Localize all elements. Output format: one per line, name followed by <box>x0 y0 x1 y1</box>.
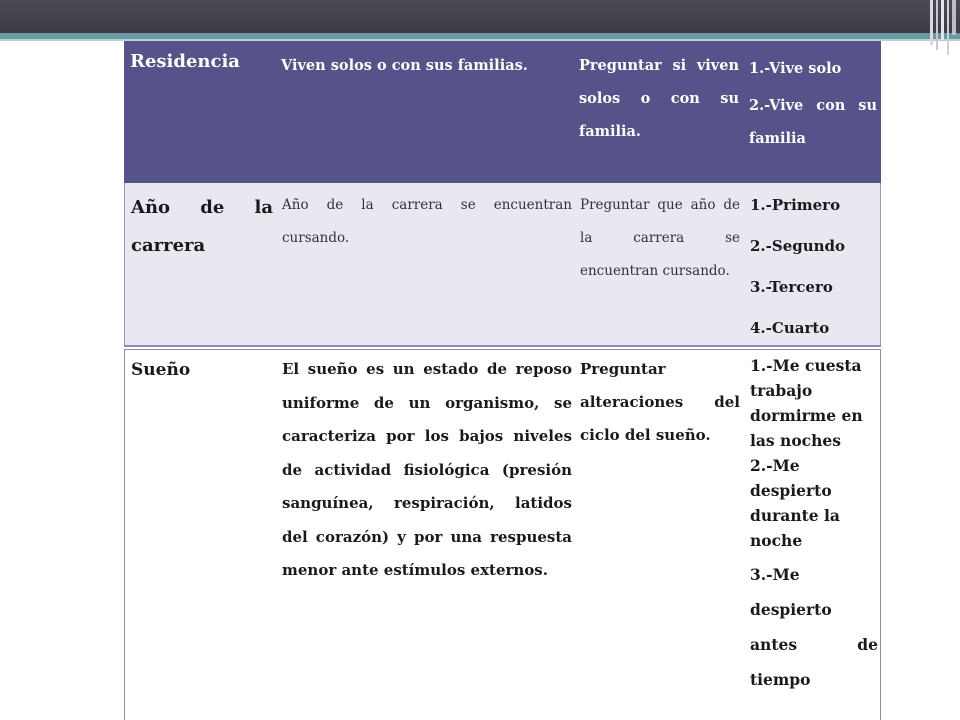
option-item: 2.-Segundo <box>750 237 846 255</box>
options-cell <box>750 353 878 697</box>
option-item: 1.-Primero <box>750 196 841 214</box>
option-item: 1.-Me cuesta trabajo dormirme en las noches <box>750 356 863 450</box>
question-cell: Preguntar si viven solos o con su familia. <box>579 57 739 140</box>
options-cell <box>750 185 878 349</box>
variable-cell: Sueño <box>131 360 191 380</box>
definition-cell: Viven solos o con sus familias. <box>281 57 528 74</box>
variable-cell: Residencia <box>130 51 240 72</box>
option-item: 1.-Vive solo <box>749 60 842 77</box>
table-row-sueno <box>124 350 881 720</box>
corner-decoration <box>920 0 960 60</box>
variable-cell: Año de la carrera <box>131 197 273 256</box>
option-item: 2.-Me despierto durante la noche <box>750 456 840 550</box>
slide-top-bar <box>0 0 960 33</box>
question-cell: Preguntar que año de la carrera se encuentran cursando. <box>580 197 740 279</box>
slide-tick-mark <box>880 46 890 48</box>
definition-cell: Año de la carrera se encuentran cursando. <box>282 197 572 246</box>
option-item: 3.-Me despierto antes de tiempo <box>750 565 878 689</box>
table-divider <box>124 345 881 347</box>
table-row-residencia <box>124 41 881 183</box>
definition-cell: El sueño es un estado de reposo uniforme de un organismo, se caracteriza por los bajos niveles de actividad fisiológica (presión sanguínea, respiración, latidos del corazón) y por una respuesta menor ante estímulos externos. <box>282 360 572 579</box>
options-cell <box>749 49 877 155</box>
question-cell: Preguntar alteraciones del ciclo del sueño. <box>580 360 740 444</box>
option-item: 2.-Vive con su familia <box>749 97 877 147</box>
option-item: 4.-Cuarto <box>750 319 830 337</box>
table-row-ano-carrera <box>124 183 881 345</box>
option-item: 3.-Tercero <box>750 278 833 296</box>
